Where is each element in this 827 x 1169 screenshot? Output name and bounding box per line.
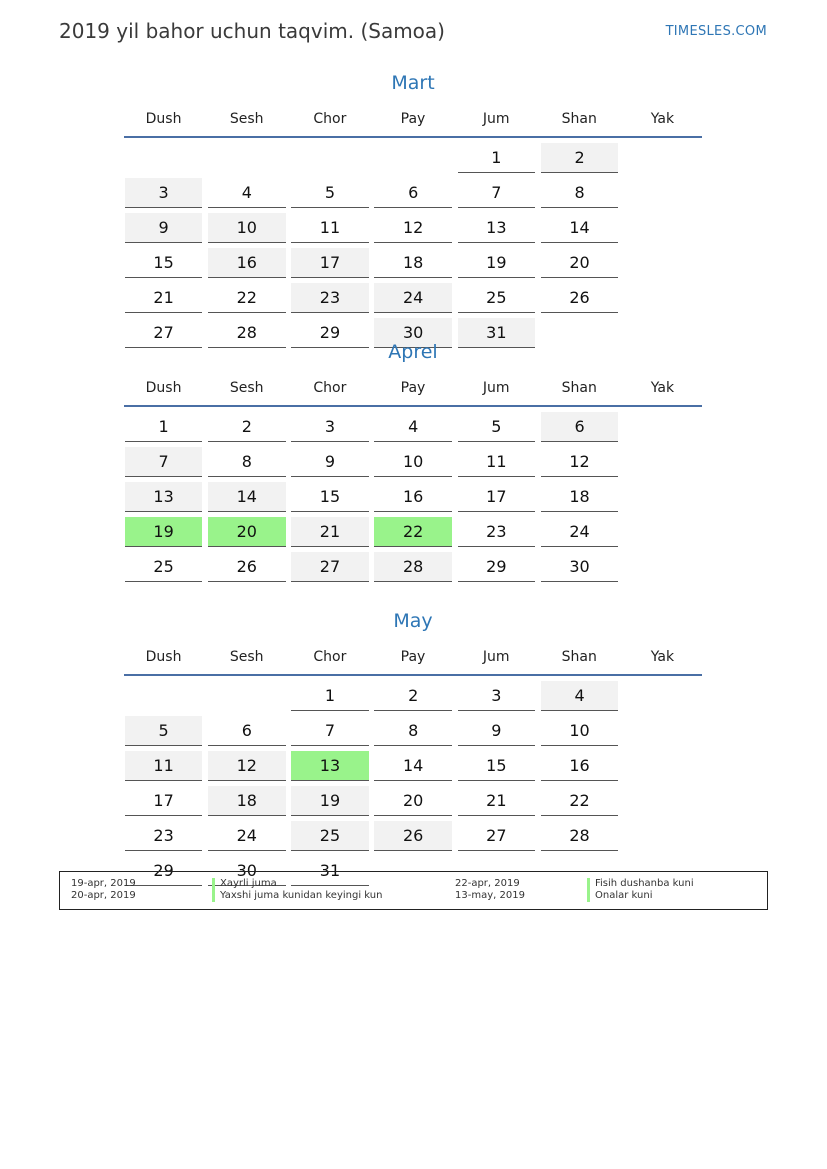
legend-date: 22-apr, 2019 [455,878,520,889]
header-divider [124,405,702,407]
day-cell: 25 [458,283,536,313]
day-cell: 26 [541,283,619,313]
day-cell: 16 [208,248,286,278]
day-cell: 10 [374,447,452,477]
weekday-label: Jum [482,649,510,665]
day-cell: 9 [291,447,369,477]
weekday-label: Sesh [229,111,264,127]
day-grid [122,681,704,891]
day-grid [122,143,704,353]
month-title: May [393,610,433,632]
weekday-label: Sesh [229,380,264,396]
legend-holiday-name: Onalar kuni [595,890,653,901]
day-grid [122,412,704,587]
holiday-color-marker [587,890,590,902]
holiday-day-cell: 20 [208,517,286,547]
day-cell: 10 [541,716,619,746]
weekday-label: Dush [145,111,182,127]
day-cell: 2 [541,143,619,173]
day-cell: 6 [208,716,286,746]
day-cell: 15 [458,751,536,781]
day-cell: 25 [125,552,203,582]
day-cell: 29 [458,552,536,582]
day-cell: 13 [458,213,536,243]
weekday-label: Chor [313,649,347,665]
day-cell: 18 [208,786,286,816]
legend-holiday-name: Fisih dushanba kuni [595,878,694,889]
day-cell: 3 [291,412,369,442]
empty-cell [125,681,203,711]
month-title: Mart [391,72,435,94]
day-cell: 18 [374,248,452,278]
day-cell: 13 [125,482,203,512]
day-cell: 23 [291,283,369,313]
weekday-label: Dush [145,380,182,396]
day-cell: 29 [125,856,203,886]
weekday-label: Yak [650,380,675,396]
day-cell: 21 [458,786,536,816]
day-cell: 18 [541,482,619,512]
day-cell: 3 [125,178,203,208]
weekday-label: Sesh [229,649,264,665]
legend-date: 19-apr, 2019 [71,878,136,889]
day-cell: 4 [541,681,619,711]
weekday-label: Chor [313,111,347,127]
day-cell: 29 [291,318,369,348]
day-cell: 17 [125,786,203,816]
day-cell: 1 [458,143,536,173]
weekday-label: Yak [650,111,675,127]
legend-holiday-name: Yaxshi juma kunidan keyingi kun [220,890,383,901]
day-cell: 26 [374,821,452,851]
day-cell: 5 [291,178,369,208]
holiday-color-marker [212,890,215,902]
day-cell: 8 [374,716,452,746]
day-cell: 25 [291,821,369,851]
day-cell: 17 [458,482,536,512]
holiday-day-cell: 19 [125,517,203,547]
day-cell: 17 [291,248,369,278]
day-cell: 23 [458,517,536,547]
day-cell: 2 [374,681,452,711]
day-cell: 28 [374,552,452,582]
day-cell: 14 [208,482,286,512]
day-cell: 14 [374,751,452,781]
day-cell: 5 [125,716,203,746]
day-cell: 30 [541,552,619,582]
empty-cell [125,143,203,173]
header-divider [124,136,702,138]
day-cell: 14 [541,213,619,243]
month-march [122,70,704,353]
day-cell: 1 [291,681,369,711]
weekday-label: Jum [482,111,510,127]
holiday-color-marker [212,878,215,890]
day-cell: 22 [541,786,619,816]
day-cell: 7 [458,178,536,208]
day-cell: 31 [458,318,536,348]
day-cell: 19 [458,248,536,278]
weekday-label: Yak [650,649,675,665]
legend-date: 20-apr, 2019 [71,890,136,901]
empty-cell [374,143,452,173]
day-cell: 31 [291,856,369,886]
day-cell: 12 [208,751,286,781]
holiday-day-cell: 13 [291,751,369,781]
day-cell: 23 [125,821,203,851]
empty-cell [208,681,286,711]
month-april [122,339,704,587]
holiday-legend [59,871,768,910]
day-cell: 27 [125,318,203,348]
month-title: Aprel [388,341,438,363]
day-cell: 12 [374,213,452,243]
weekday-label: Pay [400,111,426,127]
day-cell: 10 [208,213,286,243]
weekday-header [122,647,704,667]
weekday-header [122,378,704,398]
day-cell: 16 [541,751,619,781]
weekday-label: Shan [561,380,597,396]
weekday-label: Pay [400,380,426,396]
day-cell: 21 [125,283,203,313]
empty-cell [291,143,369,173]
day-cell: 27 [458,821,536,851]
weekday-label: Chor [313,380,347,396]
weekday-label: Shan [561,111,597,127]
holiday-day-cell: 22 [374,517,452,547]
weekday-label: Dush [145,649,182,665]
day-cell: 3 [458,681,536,711]
day-cell: 12 [541,447,619,477]
legend-holiday-name: Xayrli juma [220,878,277,889]
day-cell: 20 [541,248,619,278]
day-cell: 22 [208,283,286,313]
day-cell: 7 [125,447,203,477]
day-cell: 28 [208,318,286,348]
day-cell: 24 [541,517,619,547]
weekday-label: Shan [561,649,597,665]
site-link[interactable]: TIMESLES.COM [665,24,767,39]
day-cell: 6 [374,178,452,208]
day-cell: 9 [458,716,536,746]
weekday-label: Pay [400,649,426,665]
day-cell: 20 [374,786,452,816]
day-cell: 9 [125,213,203,243]
day-cell: 6 [541,412,619,442]
day-cell: 8 [208,447,286,477]
legend-date: 13-may, 2019 [455,890,525,901]
day-cell: 21 [291,517,369,547]
day-cell: 15 [125,248,203,278]
day-cell: 27 [291,552,369,582]
day-cell: 26 [208,552,286,582]
day-cell: 30 [374,318,452,348]
month-may [122,608,704,891]
holiday-color-marker [587,878,590,890]
day-cell: 16 [374,482,452,512]
empty-cell [208,143,286,173]
weekday-header [122,109,704,129]
day-cell: 8 [541,178,619,208]
day-cell: 19 [291,786,369,816]
day-cell: 4 [208,178,286,208]
day-cell: 30 [208,856,286,886]
weekday-label: Jum [482,380,510,396]
day-cell: 15 [291,482,369,512]
day-cell: 11 [458,447,536,477]
legend-row [60,878,767,890]
legend-row [60,890,767,902]
day-cell: 11 [125,751,203,781]
day-cell: 24 [208,821,286,851]
day-cell: 5 [458,412,536,442]
day-cell: 1 [125,412,203,442]
day-cell: 4 [374,412,452,442]
day-cell: 24 [374,283,452,313]
day-cell: 11 [291,213,369,243]
page-title: 2019 yil bahor uchun taqvim. (Samoa) [59,19,445,43]
day-cell: 7 [291,716,369,746]
header-divider [124,674,702,676]
day-cell: 2 [208,412,286,442]
day-cell: 28 [541,821,619,851]
